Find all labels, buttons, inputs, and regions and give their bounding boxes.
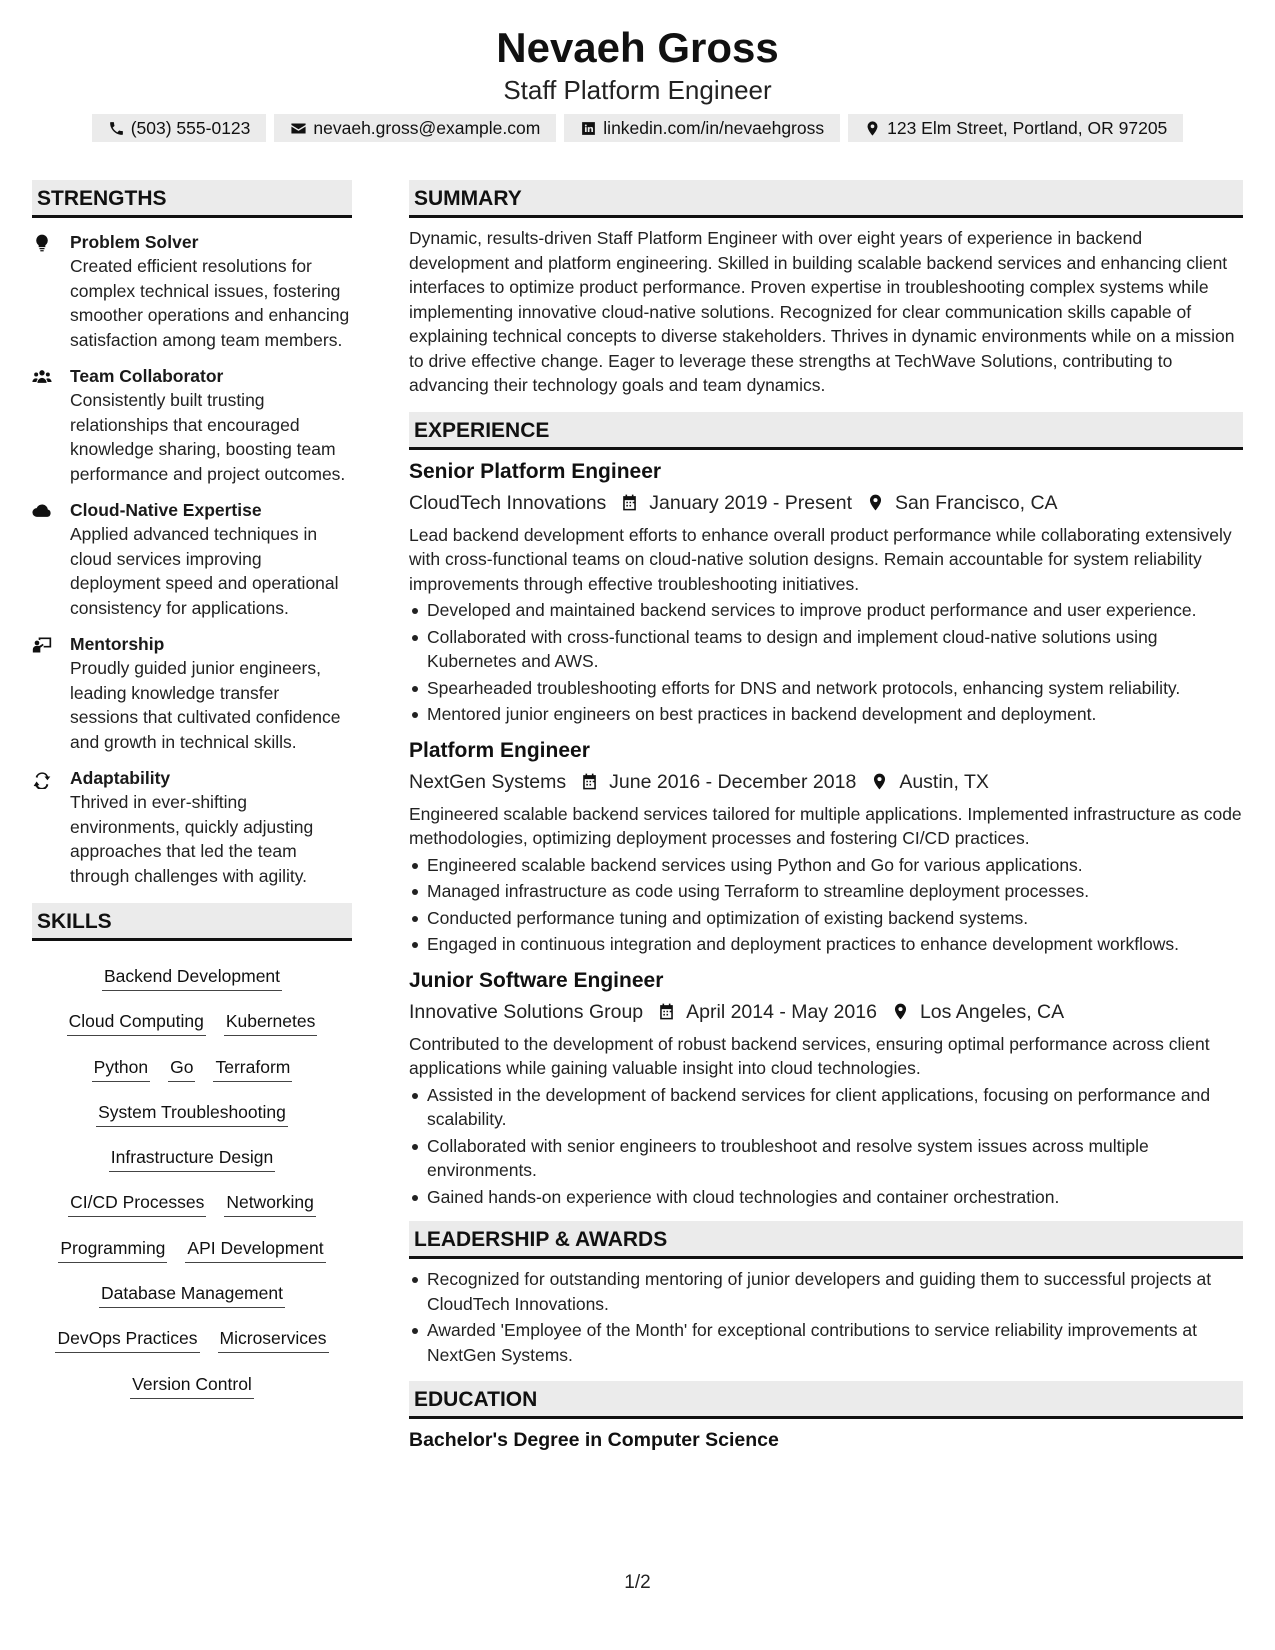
right-column (409, 180, 1243, 1453)
lightbulb-icon (32, 233, 52, 253)
list-item: Engaged in continuous integration and deployment practices to enhance development workflows. (409, 932, 1243, 957)
contact-linkedin[interactable] (564, 114, 840, 142)
candidate-title: Staff Platform Engineer (503, 75, 772, 105)
strength-title: Team Collaborator (70, 366, 224, 386)
resume-header (0, 22, 1275, 106)
job-summary: Contributed to the development of robust backend services, ensuring optimal performance across client applications while gaining valuable insight into cloud technologies. (409, 1033, 1210, 1078)
skill-tag: Go (168, 1054, 195, 1082)
strength-item (32, 766, 352, 888)
contact-address (848, 114, 1183, 142)
phone-icon (108, 120, 125, 137)
skill-tag: Microservices (218, 1325, 329, 1353)
job-entry (409, 737, 1243, 957)
skill-tag: CI/CD Processes (68, 1189, 206, 1217)
leadership-bullets (409, 1267, 1243, 1367)
job-meta (409, 767, 1243, 797)
skill-tag: Programming (58, 1235, 167, 1263)
job-meta (409, 488, 1243, 518)
list-item: Collaborated with cross-functional teams to design and implement cloud-native solutions using Kubernetes and AWS. (409, 625, 1243, 674)
list-item: Engineered scalable backend services using Python and Go for various applications. (409, 853, 1243, 878)
strength-description: Proudly guided junior engineers, leading knowledge transfer sessions that cultivated confidence and growth in technical skills. (70, 658, 341, 752)
job-company: CloudTech Innovations (409, 491, 607, 514)
strength-title: Adaptability (70, 768, 171, 788)
skill-tag: Terraform (213, 1054, 292, 1082)
strength-item (32, 364, 352, 486)
list-item: Gained hands-on experience with cloud technologies and container orchestration. (409, 1185, 1243, 1210)
skill-tag: Kubernetes (224, 1008, 318, 1036)
contact-email-text: nevaeh.gross@example.com (313, 117, 541, 138)
strength-description: Consistently built trusting relationships that encouraged knowledge sharing, boosting team performance and project outcomes. (70, 390, 346, 484)
list-item: Recognized for outstanding mentoring of junior developers and guiding them to successful projects at CloudTech Innovations. (409, 1267, 1243, 1316)
contact-phone-text: (503) 555-0123 (130, 117, 251, 138)
job-bullets (409, 853, 1243, 957)
skills-heading: SKILLS (32, 903, 352, 941)
list-item: Spearheaded troubleshooting efforts for DNS and network protocols, enhancing system reliability. (409, 676, 1243, 701)
contact-linkedin-text: linkedin.com/in/nevaehgross (603, 117, 825, 138)
strength-description: Thrived in ever-shifting environments, quickly adjusting approaches that led the team through challenges with agility. (70, 792, 314, 886)
strength-title: Mentorship (70, 634, 165, 654)
summary-text: Dynamic, results-driven Staff Platform Engineer with over eight years of experience in backend development and platform engineering. Skilled in building scalable backend services and enhancing client interfaces to optimize product performance. Proven expertise in troubleshooting complex systems while implementing innovative cloud-native solutions. Recognized for clear communication skills capable of explaining technical concepts to diverse stakeholders. Thrives in dynamic environments while on a mission to drive effective change. Eager to leverage these strengths at TechWave Solutions, contributing to advancing their technology goals and team dynamics. (409, 228, 1235, 395)
list-item: Assisted in the development of backend services for client applications, focusing on performance and scalability. (409, 1083, 1243, 1132)
job-title: Senior Platform Engineer (409, 459, 662, 483)
education-heading: EDUCATION (409, 1381, 1243, 1419)
job-dates: April 2014 - May 2016 (686, 1000, 877, 1023)
job-summary: Lead backend development efforts to enhance overall product performance while collaborating extensively with cross-functional teams on cloud-native solution designs. Remain accountable for system reliability improvements through effective troubleshooting initiatives. (409, 524, 1232, 594)
linkedin-icon (580, 120, 597, 137)
candidate-name: Nevaeh Gross (496, 24, 779, 71)
map-pin-icon (866, 493, 885, 512)
list-item: Mentored junior engineers on best practices in backend development and deployment. (409, 702, 1243, 727)
skill-tag: Database Management (99, 1280, 285, 1308)
job-title: Platform Engineer (409, 738, 590, 762)
skill-tag: API Development (185, 1235, 325, 1263)
left-column (32, 180, 352, 1416)
map-pin-icon (864, 120, 881, 137)
users-icon (32, 367, 52, 387)
leadership-heading: LEADERSHIP & AWARDS (409, 1221, 1243, 1259)
job-location: San Francisco, CA (895, 491, 1058, 514)
job-title: Junior Software Engineer (409, 968, 664, 992)
job-bullets (409, 598, 1243, 727)
calendar-icon (657, 1002, 676, 1021)
list-item: Collaborated with senior engineers to troubleshoot and resolve system issues across multiple environments. (409, 1134, 1243, 1183)
strength-title: Cloud-Native Expertise (70, 500, 262, 520)
skills-section (32, 903, 352, 1416)
map-pin-icon (870, 772, 889, 791)
job-summary: Engineered scalable backend services tailored for multiple applications. Implemented infrastructure as code methodologies, optimizing deployment processes and fostering CI/CD practices. (409, 803, 1242, 848)
job-dates: June 2016 - December 2018 (609, 770, 857, 793)
experience-heading: EXPERIENCE (409, 412, 1243, 450)
list-item: Awarded 'Employee of the Month' for exceptional contributions to service reliability improvements at NextGen Systems. (409, 1318, 1243, 1367)
list-item: Developed and maintained backend services to improve product performance and user experience. (409, 598, 1243, 623)
calendar-icon (620, 493, 639, 512)
skill-tag: Cloud Computing (67, 1008, 206, 1036)
contact-address-text: 123 Elm Street, Portland, OR 97205 (887, 117, 1168, 138)
chalkboard-teacher-icon (32, 635, 52, 655)
job-company: Innovative Solutions Group (409, 1000, 644, 1023)
skill-tag: Python (92, 1054, 150, 1082)
contact-email[interactable] (274, 114, 556, 142)
strengths-heading: STRENGTHS (32, 180, 352, 218)
list-item: Managed infrastructure as code using Terraform to streamline deployment processes. (409, 879, 1243, 904)
list-item: Conducted performance tuning and optimization of existing backend systems. (409, 906, 1243, 931)
contact-phone[interactable] (92, 114, 267, 142)
skill-tag: Infrastructure Design (109, 1144, 275, 1172)
strength-item (32, 632, 352, 754)
skill-tag: Version Control (130, 1371, 254, 1399)
skills-list (32, 953, 352, 1416)
job-meta (409, 997, 1243, 1027)
contact-bar (0, 114, 1275, 142)
skill-tag: Backend Development (102, 963, 282, 991)
calendar-icon (580, 772, 599, 791)
strength-description: Applied advanced techniques in cloud services improving deployment speed and operational consistency for applications. (70, 524, 339, 618)
cloud-icon (32, 501, 52, 521)
skill-tag: System Troubleshooting (96, 1099, 288, 1127)
summary-heading: SUMMARY (409, 180, 1243, 218)
strength-item (32, 498, 352, 620)
education-degree: Bachelor's Degree in Computer Science (409, 1429, 779, 1451)
skill-tag: DevOps Practices (55, 1325, 199, 1353)
strength-item (32, 230, 352, 352)
skill-tag: Networking (224, 1189, 316, 1217)
strength-description: Created efficient resolutions for complex technical issues, fostering smoother operations and enhancing satisfaction among team members. (70, 256, 350, 350)
envelope-icon (290, 120, 307, 137)
job-location: Los Angeles, CA (919, 1000, 1065, 1023)
job-entry (409, 458, 1243, 727)
job-entry (409, 967, 1243, 1210)
job-bullets (409, 1083, 1243, 1210)
job-dates: January 2019 - Present (649, 491, 852, 514)
map-pin-icon (891, 1002, 910, 1021)
sync-icon (32, 769, 52, 789)
page-number: 1/2 (624, 1572, 651, 1593)
job-company: NextGen Systems (409, 770, 567, 793)
job-location: Austin, TX (899, 770, 989, 793)
strength-title: Problem Solver (70, 232, 199, 252)
